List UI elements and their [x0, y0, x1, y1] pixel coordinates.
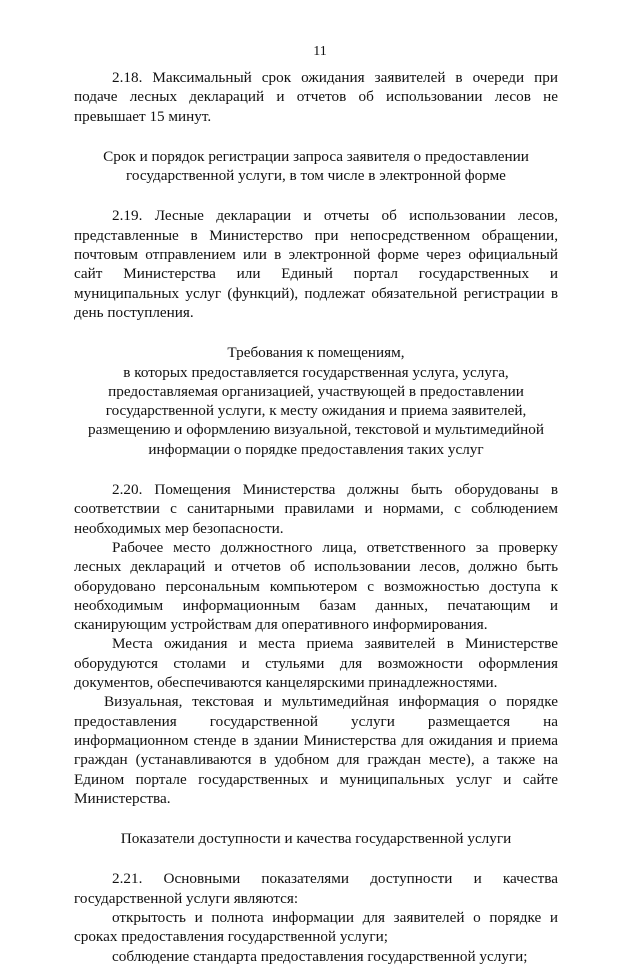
heading-line: размещению и оформлению визуальной, текстовой и мультимедийной [87, 421, 544, 439]
paragraph-workplace: Рабочее место должностного лица, ответственного за проверку лесных деклараций и отчетов об использовании лесов, должно быть оборудовано персональным компьютером с возможностью доступа к необходимым информационным базам данных, печатающим и сканирующим устройствам для оперативного информирования. [74, 538, 558, 634]
page-number: 11 [313, 44, 327, 59]
section-heading-premises [74, 343, 558, 459]
paragraph-visual-information: Визуальная, текстовая и мультимедийная информация о порядке предоставления государственной услуги размещается на информационном стенде в здании Министерства для ожидания и приема граждан (устанавливаются в удобном для граждан месте), а также на Едином портале государственных и муниципальных услуг и сайте Министерства. [74, 693, 558, 807]
heading-line: государственной услуги, к месту ожидания и приема заявителей, [105, 402, 527, 420]
section-heading-indicators: Показатели доступности и качества государственной услуги [120, 830, 512, 848]
paragraph-2-19: 2.19. Лесные декларации и отчеты об использовании лесов, представленные в Министерство при непосредственном обращении, почтовым отправлением или в электронной форме через официальный сайт Министерства или Единый портал государственных и муниципальных услуг (функций), подлежат обязательной регистрации в день поступления. [74, 207, 558, 321]
paragraph-2-18: 2.18. Максимальный срок ожидания заявителей в очереди при подаче лесных деклараций и отчетов об использовании лесов не превышает 15 минут. [74, 69, 558, 125]
heading-line: информации о порядке предоставления таких услуг [148, 440, 484, 458]
heading-line: Требования к помещениям, [227, 344, 405, 362]
paragraph-2-20: 2.20. Помещения Министерства должны быть оборудованы в соответствии с санитарными правилами и нормами, с соблюдением необходимых мер безопасности. [74, 481, 558, 537]
section-heading-registration: Срок и порядок регистрации запроса заявителя о предоставлении государственной услуги, в том числе в электронной форме [103, 147, 529, 185]
heading-line: в которых предоставляется государственная услуга, услуга, [123, 363, 509, 381]
paragraph-waiting-places: Места ожидания и места приема заявителей в Министерстве оборудуются столами и стульями для возможности оформления документов, обеспечиваются канцелярскими принадлежностями. [74, 635, 558, 692]
list-item-standard: соблюдение стандарта предоставления государственной услуги; [112, 947, 528, 965]
heading-line: предоставляемая организацией, участвующей в предоставлении [108, 382, 524, 400]
document-body [74, 68, 558, 966]
list-item-openness: открытость и полнота информации для заявителей о порядке и сроках предоставления государственной услуги; [74, 908, 558, 946]
paragraph-2-21: 2.21. Основными показателями доступности и качества государственной услуги являются: [74, 870, 558, 907]
